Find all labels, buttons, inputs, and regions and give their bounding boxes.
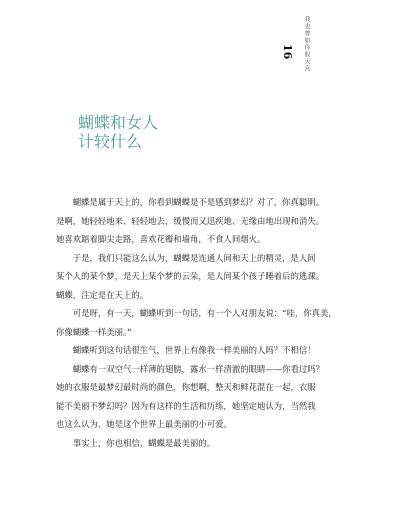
body-line: 能不美丽不梦幻吗？因为有这样的生活和历练，她坚定地认为，当然我 — [56, 400, 316, 411]
body-text — [56, 193, 356, 452]
chapter-title-line-1: 蝴蝶和女人 — [78, 113, 159, 132]
body-line: 蝴蝶是属于天上的，你看到蝴蝶是不是感到梦幻？对了，你真聪明。 — [72, 197, 325, 207]
body-line: 蝴蝶听到这句话很生气，世界上有像我一样美丽的人吗？不相信！ — [72, 345, 316, 355]
body-line: 某个人的某个梦，是天上某个梦的云朵，是人间某个孩子睡着后的逃课。 — [56, 271, 324, 281]
body-line: 蝴蝶有一双空气一样薄的翅膀，露水一样清澈的眼睛——你看过吗？ — [72, 363, 325, 374]
body-line: 蝴蝶，注定是在天上的。 — [56, 289, 149, 300]
body-line: 你像蝴蝶一样美丽。” — [56, 326, 132, 337]
chapter-title — [78, 113, 158, 151]
body-line: 事实上，你也相信，蝴蝶是最美丽的。 — [72, 437, 216, 448]
body-line: 她的衣服是最梦幻最时尚的颜色，你想啊，整天和鲜花混在一起，衣服 — [56, 382, 316, 392]
body-line: 可是呀，有一天，蝴蝶听到一句话，有一个人对朋友说：“哇，你真美， — [72, 308, 337, 318]
body-line: 是啊，她轻轻地来、轻轻地去，缓慢而又迅疾地、无缘由地出现和消失。 — [56, 215, 324, 226]
body-line: 也这么认为，她是这个世界上最美丽的小可爱。 — [56, 419, 232, 429]
body-line: 于是，我们只能这么认为，蝴蝶是连通人间和天上的精灵，是人间 — [72, 252, 316, 263]
running-header-title: 我也曾如你般天真 — [303, 16, 310, 72]
page-number: 16 — [281, 44, 294, 60]
chapter-title-line-2: 计较什么 — [78, 132, 143, 151]
body-line: 她喜欢踮着脚尖走路，喜欢花瓣和墙角，不食人间烟火。 — [56, 234, 266, 244]
